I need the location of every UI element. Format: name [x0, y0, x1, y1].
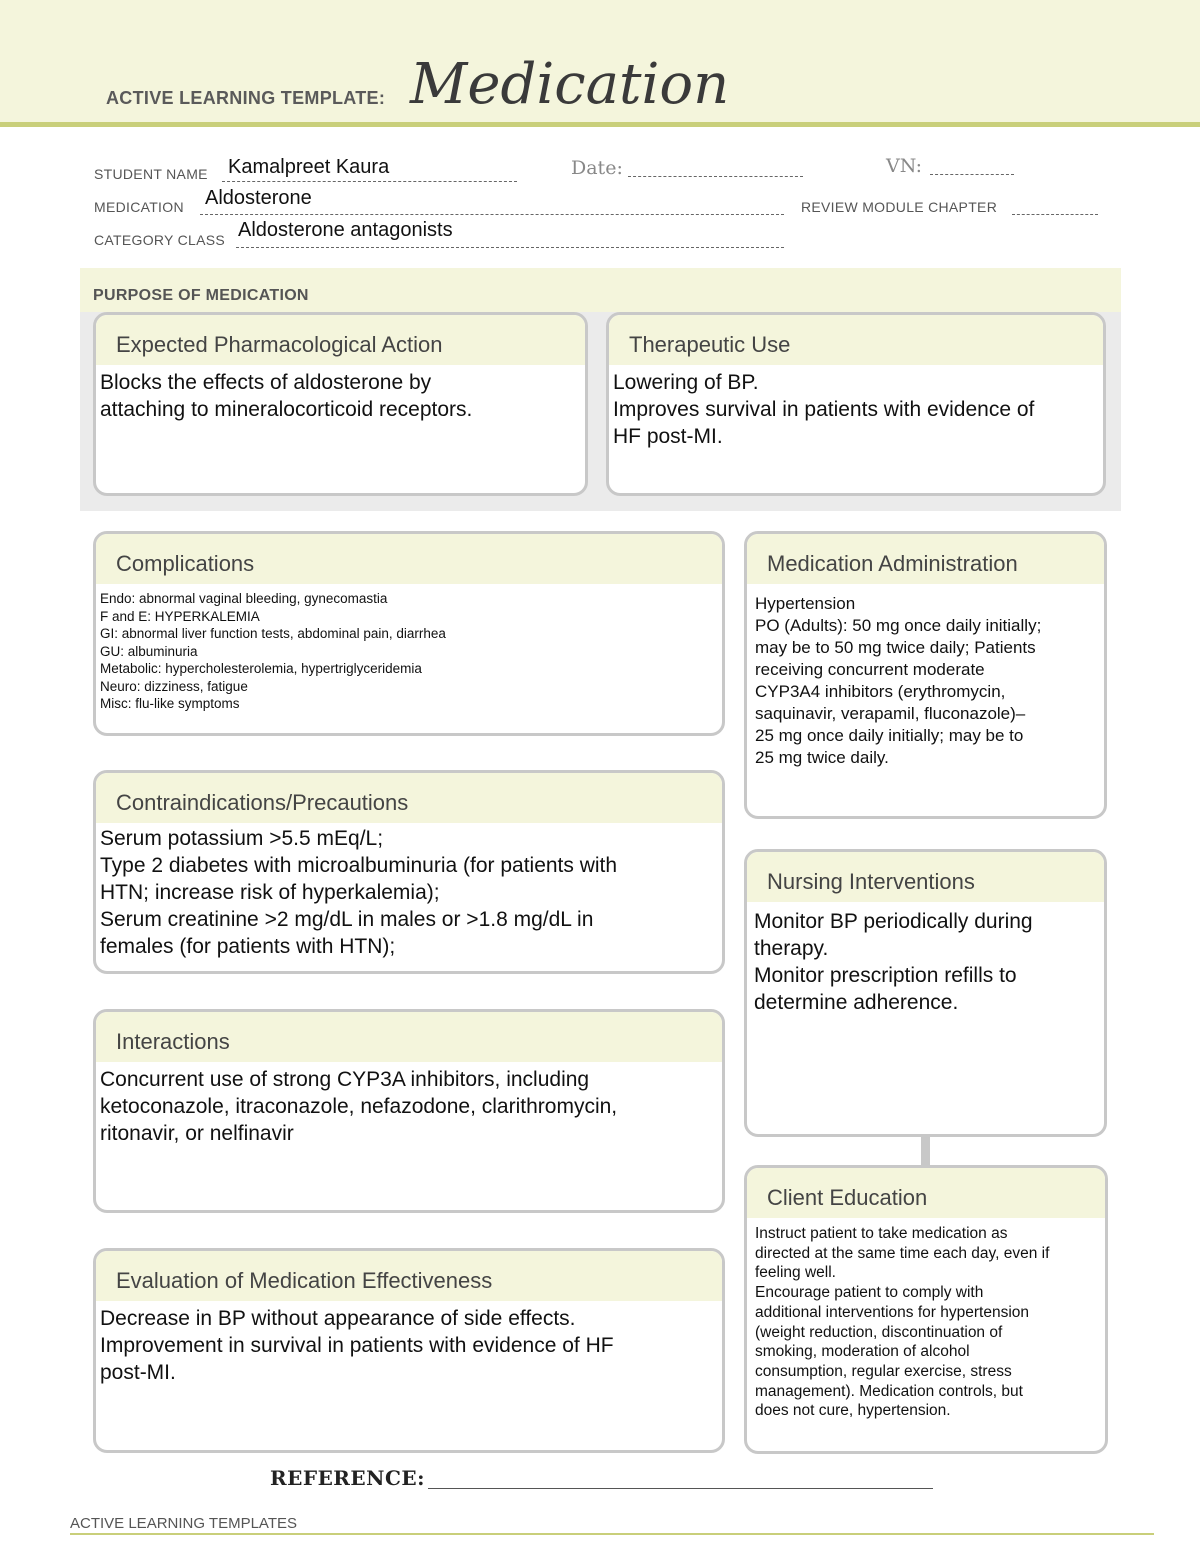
expected-action-text[interactable]	[96, 365, 585, 423]
therapeutic-use-text[interactable]	[609, 365, 1103, 450]
medication-field[interactable]: Aldosterone	[205, 187, 312, 209]
date-label: Date:	[571, 157, 623, 179]
text-line: does not cure, hypertension.	[755, 1402, 951, 1420]
expected-action-box	[93, 312, 588, 496]
interactions-box	[93, 1009, 725, 1213]
evaluation-text[interactable]	[96, 1301, 722, 1386]
text-line: Concurrent use of strong CYP3A inhibitors, including	[100, 1068, 590, 1091]
complications-box	[93, 531, 725, 736]
text-line: Monitor BP periodically during	[754, 910, 1033, 933]
administration-title: Medication Administration	[747, 534, 1104, 584]
text-line: feeling well.	[755, 1264, 836, 1282]
text-line: Instruct patient to take medication as	[755, 1225, 1008, 1242]
nursing-title: Nursing Interventions	[747, 852, 1104, 902]
review-module-label: REVIEW MODULE CHAPTER	[801, 199, 998, 215]
text-line: additional interventions for hypertension	[755, 1303, 1030, 1321]
text-line: 25 mg once daily initially; may be to	[755, 726, 1024, 745]
interactions-title: Interactions	[96, 1012, 722, 1062]
contraindications-title: Contraindications/Precautions	[96, 773, 722, 823]
administration-box	[744, 531, 1107, 819]
footer-label: ACTIVE LEARNING TEMPLATES	[70, 1515, 297, 1532]
text-line: post-MI.	[100, 1361, 176, 1384]
student-name-label: STUDENT NAME	[94, 166, 208, 182]
text-line: Metabolic: hypercholesterolemia, hypertriglyceridemia	[100, 661, 422, 676]
text-line: determine adherence.	[754, 991, 959, 1014]
text-line: CYP3A4 inhibitors (erythromycin,	[755, 682, 1006, 701]
therapeutic-use-title: Therapeutic Use	[609, 315, 1103, 365]
client-education-box	[744, 1165, 1108, 1454]
text-line: receiving concurrent moderate	[755, 660, 985, 679]
text-line: saquinavir, verapamil, fluconazole)–	[755, 704, 1026, 723]
text-line: HTN; increase risk of hyperkalemia);	[100, 881, 440, 904]
date-field[interactable]	[628, 176, 803, 177]
contraindications-text[interactable]	[96, 823, 722, 960]
nursing-box	[744, 849, 1107, 1137]
text-line: Monitor prescription refills to	[754, 964, 1017, 987]
text-line: GU: albuminuria	[100, 643, 198, 659]
text-line: Serum potassium >5.5 mEq/L;	[100, 827, 384, 850]
contraindications-box	[93, 770, 725, 974]
vn-field[interactable]	[930, 174, 1014, 175]
text-line: ritonavir, or nelfinavir	[100, 1122, 294, 1145]
vn-label: VN:	[886, 155, 923, 177]
text-line: Lowering of BP.	[613, 371, 759, 394]
therapeutic-use-box	[606, 312, 1106, 496]
text-line: GI: abnormal liver function tests, abdominal pain, diarrhea	[100, 626, 446, 641]
text-line: Blocks the effects of aldosterone by	[100, 371, 432, 394]
administration-text[interactable]	[747, 584, 1104, 769]
text-line: attaching to mineralocorticoid receptors.	[100, 398, 473, 421]
text-line: Decrease in BP without appearance of side effects.	[100, 1307, 576, 1330]
medication-line	[200, 214, 784, 215]
text-line: may be to 50 mg twice daily; Patients	[755, 638, 1036, 657]
text-line: Hypertension	[755, 594, 856, 613]
text-line: females (for patients with HTN);	[100, 935, 396, 958]
box-connector	[921, 1135, 930, 1167]
text-line: Neuro: dizziness, fatigue	[100, 678, 248, 694]
category-class-label: CATEGORY CLASS	[94, 232, 226, 248]
text-line: Encourage patient to comply with	[755, 1284, 984, 1302]
reference-field[interactable]	[428, 1488, 933, 1489]
text-line: Endo: abnormal vaginal bleeding, gynecomastia	[100, 591, 388, 606]
medication-label: MEDICATION	[94, 199, 184, 215]
text-line: 25 mg twice daily.	[755, 748, 889, 767]
complications-text[interactable]	[96, 584, 722, 713]
text-line: consumption, regular exercise, stress	[755, 1362, 1012, 1380]
text-line: management). Medication controls, but	[755, 1382, 1023, 1400]
evaluation-title: Evaluation of Medication Effectiveness	[96, 1251, 722, 1301]
purpose-section-label: PURPOSE OF MEDICATION	[93, 287, 309, 304]
text-line: Misc: flu-like symptoms	[100, 696, 240, 711]
text-line: ketoconazole, itraconazole, nefazodone, clarithromycin,	[100, 1095, 618, 1118]
evaluation-box	[93, 1248, 725, 1453]
text-line: PO (Adults): 50 mg once daily initially;	[755, 616, 1042, 635]
page-title: Medication	[410, 52, 730, 117]
text-line: Improvement in survival in patients with evidence of HF	[100, 1334, 614, 1357]
student-name-field[interactable]: Kamalpreet Kaura	[228, 156, 390, 178]
expected-action-title: Expected Pharmacological Action	[96, 315, 585, 365]
text-line: Serum creatinine >2 mg/dL in males or >1.8 mg/dL in	[100, 908, 594, 931]
client-education-title: Client Education	[747, 1168, 1105, 1218]
header-rule	[0, 122, 1200, 127]
complications-title: Complications	[96, 534, 722, 584]
text-line: F and E: HYPERKALEMIA	[100, 608, 260, 624]
text-line: (weight reduction, discontinuation of	[755, 1323, 1003, 1341]
nursing-text[interactable]	[747, 902, 1104, 1016]
text-line: Improves survival in patients with evidence of	[613, 398, 1035, 421]
category-class-field[interactable]: Aldosterone antagonists	[238, 219, 453, 241]
reference-label: REFERENCE:	[270, 1466, 425, 1490]
text-line: directed at the same time each day, even if	[755, 1244, 1050, 1262]
client-education-text[interactable]	[747, 1218, 1105, 1421]
text-line: smoking, moderation of alcohol	[755, 1343, 970, 1361]
category-class-line	[236, 247, 784, 248]
template-label: ACTIVE LEARNING TEMPLATE:	[106, 88, 386, 108]
text-line: HF post-MI.	[613, 425, 723, 448]
interactions-text[interactable]	[96, 1062, 722, 1147]
review-module-field[interactable]	[1012, 214, 1098, 215]
text-line: Type 2 diabetes with microalbuminuria (for patients with	[100, 854, 618, 877]
text-line: therapy.	[754, 937, 829, 960]
footer-rule	[70, 1533, 1154, 1535]
student-name-line	[222, 181, 517, 182]
